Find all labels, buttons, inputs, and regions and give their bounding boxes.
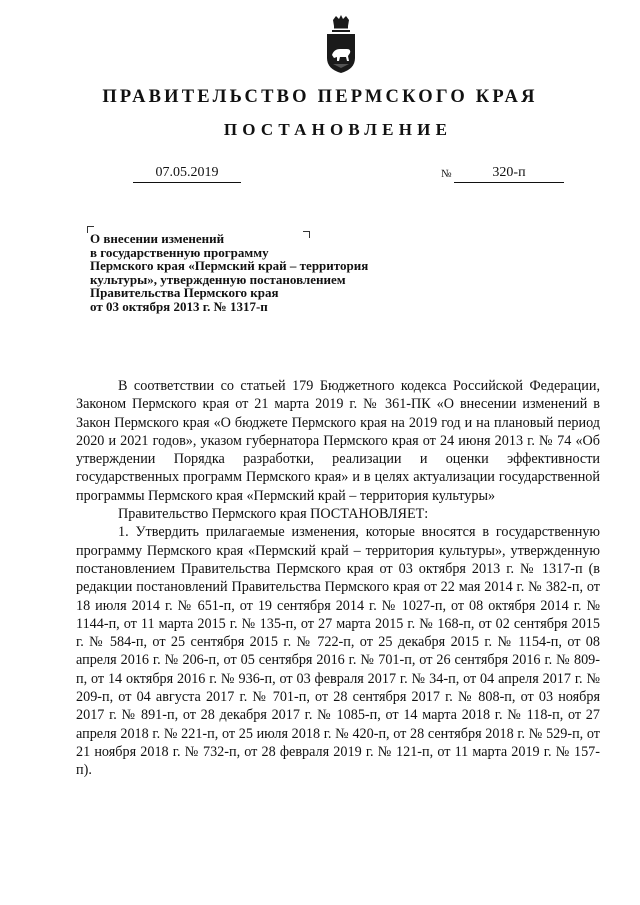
document-type: ПОСТАНОВЛЕНИЕ: [223, 120, 453, 139]
document-number: 320-п: [454, 164, 564, 183]
resolution-paragraph: Правительство Пермского края ПОСТАНОВЛЯЕТ:: [118, 506, 429, 523]
subject-line: Правительства Пермского края: [90, 285, 279, 301]
subject-line: культуры», утвержденную постановлением: [90, 271, 346, 287]
coat-of-arms-icon: [323, 14, 359, 74]
clause-1-paragraph: 1. Утвердить прилагаемые изменения, которые вносятся в государственную программу Пермского края «Пермский край – территория культуры», утвержденную постановлением Правительства Пермского края от 03 октября 2013 г. № 1317-п (в редакции постановлений Правительства Пермского края от 22 мая 2014 г. № 382-п, от 18 июля 2014 г. № 651-п, от 19 сентября 2014 г. № 1027-п, от 08 октября 2014 г. № 1144-п, от 11 марта 2015 г. № 135-п, от 27 марта 2015 г. № 168-п, от 02 сентября 2015 г. № 584-п, от 25 сентября 2015 г. № 722-п, от 25 декабря 2015 г. № 1154-п, от 08 апреля 2016 г. № 206-п, от 05 сентября 2016 г. № 701-п, от 26 сентября 2016 г. № 809-п, от 14 октября 2016 г. № 936-п, от 03 февраля 2017 г. № 34-п, от 04 апреля 2017 г. № 209-п, от 04 августа 2017 г. № 701-п, от 28 сентября 2017 г. № 808-п, от 03 ноября 2017 г. № 891-п, от 28 декабря 2017 г. № 1085-п, от 14 марта 2018 г. № 118-п, от 27 апреля 2018 г. № 221-п, от 25 июля 2018 г. № 420-п, от 28 сентября 2018 г. № 529-п, от 21 ноября 2018 г. № 732-п, от 28 февраля 2019 г. № 121-п, от 11 марта 2019 г. № 157-п).: [76, 524, 600, 779]
subject-line: в государственную программу: [90, 244, 269, 260]
government-title: ПРАВИТЕЛЬСТВО ПЕРМСКОГО КРАЯ: [102, 87, 538, 107]
number-sign: №: [441, 168, 452, 180]
preamble-paragraph: В соответствии со статьей 179 Бюджетного кодекса Российской Федерации, Законом Пермского края от 21 марта 2019 г. № 361-ПК «О внесении изменений в Закон Пермского края «О бюджете Пермского края на 2019 год и на плановый период 2020 и 2021 годов», указом губернатора Пермского края от 24 июня 2013 г. № 74 «Об утверждении Порядка разработки, реализации и оценки эффективности государственных программ Пермского края» и в целях актуализации государственной программы Пермского края «Пермский край – территория культуры»: [76, 378, 600, 504]
document-date: 07.05.2019: [133, 164, 241, 183]
subject-line: О внесении изменений: [90, 231, 225, 246]
subject-line: от 03 октября 2013 г. № 1317-п: [90, 298, 268, 314]
subject-line: Пермского края «Пермский край – территория: [90, 258, 369, 274]
document-subject: [90, 232, 430, 314]
document-body: [76, 377, 600, 780]
